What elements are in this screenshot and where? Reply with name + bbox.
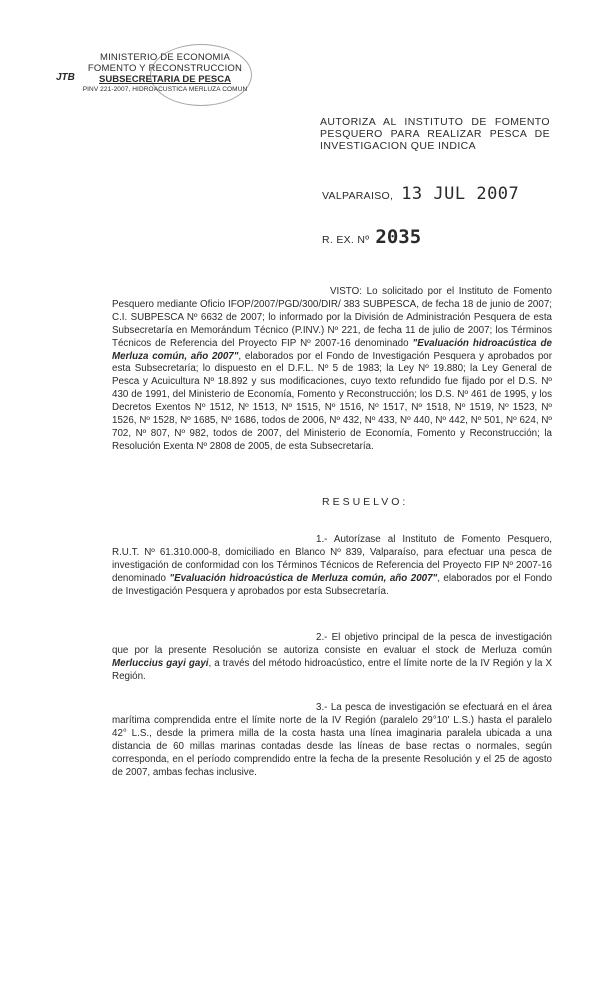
visto-text-1: Lo solicitado por el Instituto de Fomento Pesquero mediante Oficio IFOP/2007/PGD/300/DIR/ 383 SUBPESCA, de fecha 18 de junio de 2007; C.I. SUBPESCA Nº 6632 de 2007; lo informado por la División de Administración Pesquera de esta Subsecretaría en Memorándum Técnico (P.INV.) Nº 221, de fecha 11 de julio de 2007; los Términos Técnicos de Referencia del Proyecto FIP Nº 2007-16 denominado: [112, 286, 552, 349]
visto-paragraph: [112, 286, 552, 454]
item-2-text-1: El objetivo principal de la pesca de investigación que por la presente Resolución se autoriza consiste en evaluar el stock de Merluza común: [112, 632, 552, 656]
resolution-number-line: [322, 226, 421, 248]
item-2-number: 2.-: [316, 632, 328, 643]
handwritten-initials: JTB: [56, 72, 75, 83]
visto-text-2: , elaborados por el Fondo de Investigación Pesquera y aprobados por esta Subsecretaría; lo dispuesto en el D.F.L. Nº 5 de 1983; la Ley Nº 19.880; la Ley General de Pesca y Acuicultura Nº 18.892 y sus modificaciones, cuyo texto refundido fue fijado por el D.S. Nº 430 de 1991, del Ministerio de Economía, Fomento y Reconstrucción; los D.S. Nº 461 de 1995, y los Decretos Exentos Nº 1512, Nº 1513, Nº 1515, Nº 1516, Nº 1517, Nº 1518, Nº 1519, Nº 1523, Nº 1526, Nº 1528, Nº 1685, Nº 1686, todos de 2006, Nº 432, Nº 433, Nº 440, Nº 442, Nº 501, Nº 624, Nº 702, Nº 807, Nº 982, todos de 2007, del Ministerio de Economía, Fomento y Reconstrucción; la Resolución Exenta Nº 2808 de 2005, de esta Subsecretaría.: [112, 350, 552, 452]
resolution-number: 2035: [375, 226, 422, 248]
item-3-paragraph: [112, 702, 552, 779]
item-2-text-2: , a través del método hidroacústico, entre el límite norte de la IV Región y la X Región.: [112, 657, 552, 682]
item-3-number: 3.-: [316, 702, 328, 713]
item-1-text-2: , elaborados por el Fondo de Investigación Pesquera y aprobados por esta Subsecretaría.: [112, 572, 553, 597]
item-1-number: 1.-: [316, 534, 328, 545]
date-line: [322, 184, 519, 204]
visto-project-title: "Evaluación hidroacústica de Merluza común, año 2007": [112, 337, 552, 362]
item-2-species-name: Merluccius gayi gayi: [112, 657, 209, 669]
item-1-paragraph: [112, 534, 552, 599]
resuelvo-heading: RESUELVO:: [322, 496, 409, 508]
reference-code: PINV 221-2007, HIDROACUSTICA MERLUZA COMUN: [82, 86, 248, 93]
item-1-project-title: "Evaluación hidroacústica de Merluza común, año 2007": [169, 572, 438, 584]
subject-heading: AUTORIZA AL INSTITUTO DE FOMENTO PESQUERO PARA REALIZAR PESCA DE INVESTIGACION QUE INDICA: [320, 116, 550, 152]
item-2-paragraph: [112, 632, 552, 684]
ministry-name: MINISTERIO DE ECONOMIA: [99, 52, 231, 63]
ministry-name-2: FOMENTO Y RECONSTRUCCION: [87, 63, 243, 74]
date-city: VALPARAISO,: [322, 190, 394, 202]
letterhead: [70, 52, 260, 94]
date-stamp: 13 JUL 2007: [401, 184, 520, 204]
item-3-text: La pesca de investigación se efectuará en el área marítima comprendida entre el límite norte de la IV Región (paralelo 29°10' L.S.) hasta el paralelo 42° L.S., desde la primera milla de la costa hasta una línea imaginaria paralela ubicada a una distancia de 60 millas marinas contadas desde las líneas de base rectas o normales, según corresponda, en el período comprendido entre la fecha de la presente Resolución y el 25 de agosto de 2007, ambas fechas inclusive.: [112, 702, 552, 778]
resolution-label: R. EX. Nº: [322, 234, 370, 246]
item-1-text-1: Autorízase al Instituto de Fomento Pesquero, R.U.T. Nº 61.310.000-8, domiciliado en Blanco Nº 839, Valparaíso, para efectuar una pesca de investigación de conformidad con los Términos Técnicos de Referencia del Proyecto FIP Nº 2007-16 denominado: [112, 534, 552, 584]
subsecretaria-name: SUBSECRETARIA DE PESCA: [99, 74, 231, 85]
visto-label: VISTO:: [330, 286, 362, 297]
